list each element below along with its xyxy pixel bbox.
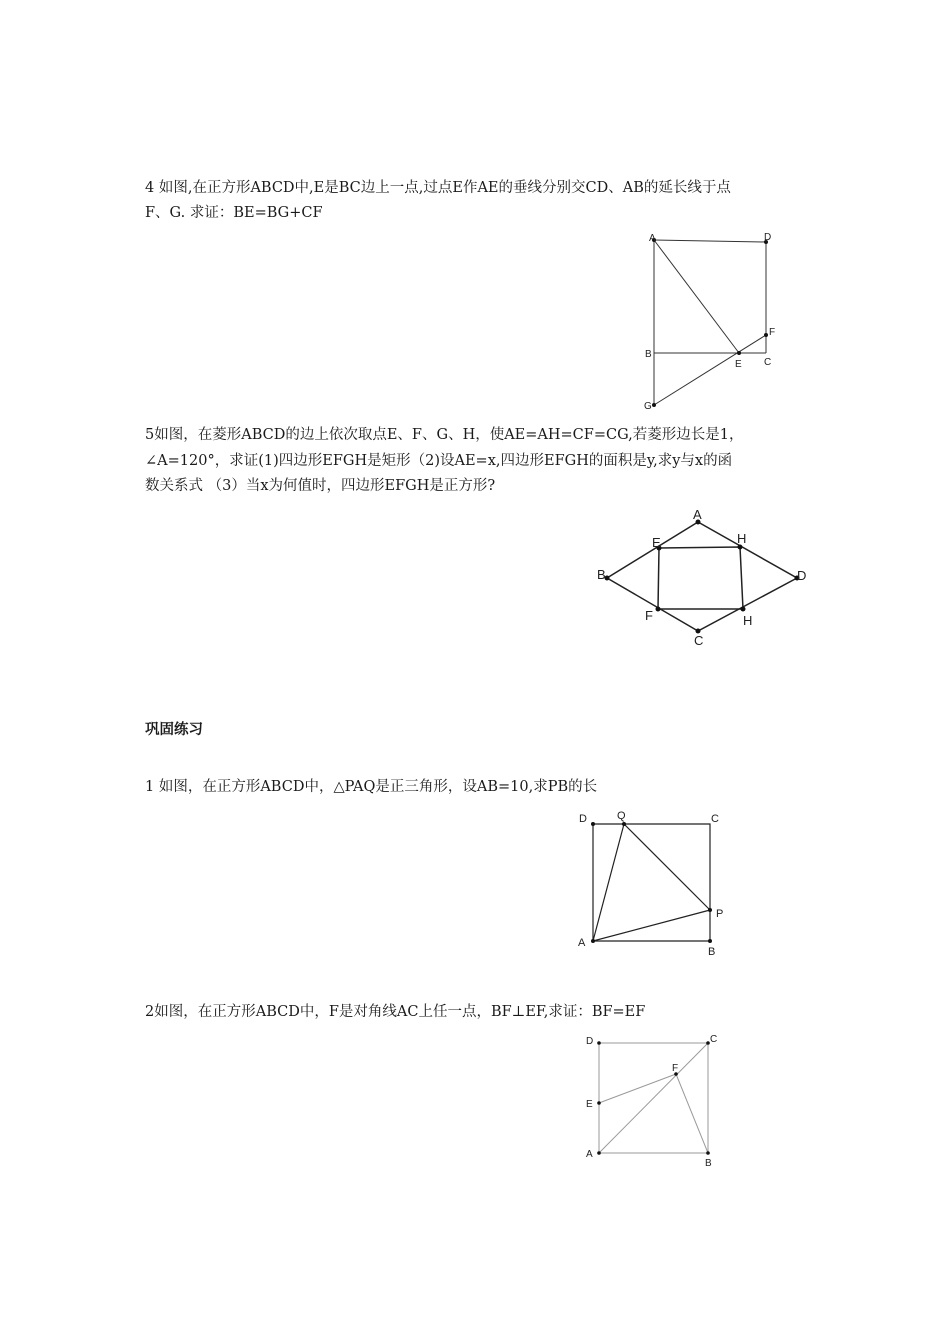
- diagonal-ac: [599, 1043, 708, 1153]
- label-c: C: [694, 633, 704, 648]
- label-f: F: [769, 327, 776, 338]
- exercise-1-text: 1 如图，在正方形ABCD中，△PAQ是正三角形，设AB=10,求PB的长: [145, 779, 598, 795]
- label-a: A: [649, 233, 656, 244]
- triangle-paq: [593, 824, 710, 941]
- label-b: B: [705, 1158, 712, 1169]
- label-f: F: [645, 608, 653, 623]
- label-h-top: H: [737, 531, 747, 546]
- label-e: E: [586, 1099, 593, 1110]
- segment-ae: [654, 240, 739, 353]
- segment-gf: [654, 335, 766, 405]
- square-abcd: [593, 824, 710, 941]
- point-f: [764, 333, 768, 337]
- label-q: Q: [617, 810, 626, 822]
- label-g: G: [644, 401, 652, 412]
- rhombus-abcd: [607, 522, 797, 631]
- problem-4-text-line-1: 4 如图,在正方形ABCD中,E是BC边上一点,过点E作AE的垂线分别交CD、AB的延长线于点: [145, 180, 731, 196]
- point-g: [652, 403, 656, 407]
- problem-5-text-line-3: 数关系式 （3）当x为何值时，四边形EFGH是正方形?: [145, 478, 496, 494]
- quadrilateral-efgh: [658, 547, 743, 609]
- problem-4-text-line-2: F、G. 求证：BE=BG+CF: [145, 205, 323, 221]
- segment-ef: [599, 1074, 676, 1103]
- section-title: 巩固练习: [145, 722, 203, 738]
- exercise-2-text: 2如图，在正方形ABCD中，F是对角线AC上任一点，BF⊥EF,求证：BF=EF: [145, 1004, 646, 1020]
- problem-5-text-line-1: 5如图，在菱形ABCD的边上依次取点E、F、G、H，使AE=AH=CF=CG,若菱形边长是1，: [145, 427, 744, 443]
- label-a: A: [693, 507, 702, 522]
- point-e: [737, 351, 741, 355]
- figure-square-abcd-exercise-2: [580, 1030, 725, 1170]
- label-b: B: [645, 349, 652, 360]
- label-b: B: [597, 567, 606, 582]
- label-e: E: [652, 535, 661, 550]
- label-f: F: [672, 1063, 679, 1074]
- figure-square-abcd-exercise-1: [570, 805, 730, 960]
- edge-ad: [654, 240, 766, 242]
- label-d: D: [579, 813, 587, 825]
- problem-5-text-line-2: ∠A=120°，求证(1)四边形EFGH是矩形（2)设AE=x,四边形EFGH的面积是y,求y与x的函: [145, 453, 733, 469]
- segment-fb: [676, 1074, 708, 1153]
- label-d: D: [586, 1036, 594, 1047]
- label-c: C: [764, 357, 772, 368]
- label-c: C: [711, 813, 719, 825]
- label-a: A: [586, 1149, 593, 1160]
- label-c: C: [710, 1034, 718, 1045]
- label-e: E: [735, 359, 742, 370]
- figure-rhombus-abcd-problem-5: [590, 505, 815, 650]
- label-d: D: [764, 232, 772, 243]
- label-h-bottom: H: [743, 613, 753, 628]
- label-d: D: [797, 568, 807, 583]
- figure-square-abcd-problem-4: [630, 225, 790, 415]
- label-a: A: [578, 937, 586, 949]
- label-p: P: [716, 908, 724, 920]
- label-b: B: [708, 946, 716, 958]
